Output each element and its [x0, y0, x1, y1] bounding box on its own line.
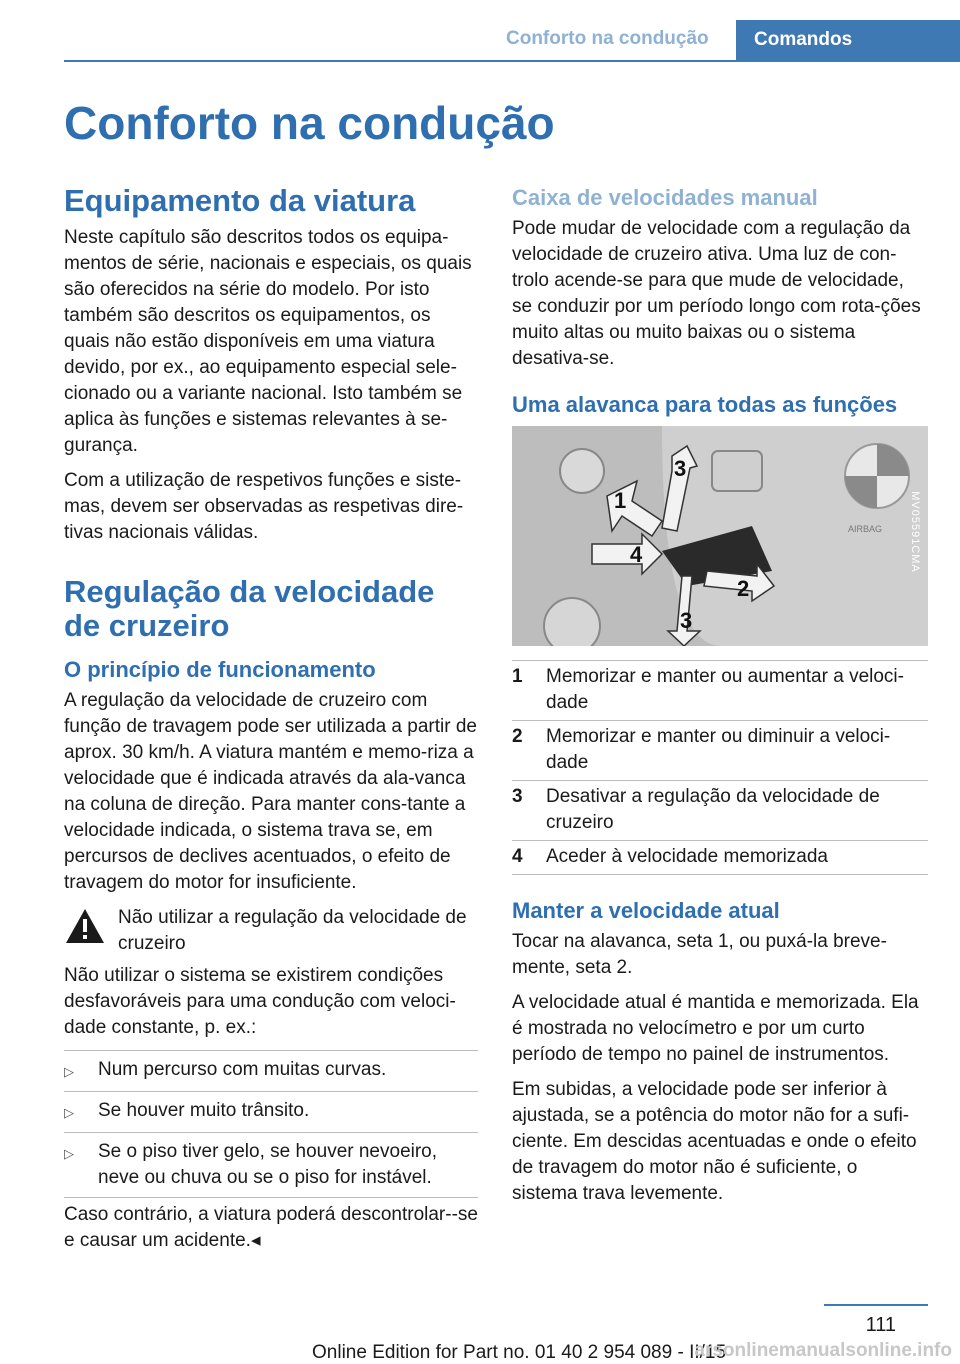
list-item: ▷ Se o piso tiver gelo, se houver nevoeiro, neve ou chuva ou se o piso for instável.: [64, 1133, 478, 1198]
paragraph-manual-gearbox: Pode mudar de velocidade com a regulação da velocidade de cruzeiro ativa. Uma luz de con-trolo acende-se para que mude de velocidade, se conduzir por um período longo com rota-ções muito altas ou muito baixas ou o sistema desativa-se.: [512, 217, 921, 369]
figure-code: MV05591CMA: [909, 491, 922, 573]
page-footer: [0, 1298, 960, 1362]
lever-illustration: [512, 426, 928, 646]
paragraph-speed-kept: A velocidade atual é mantida e memorizada. Ela é mostrada no velocímetro e por um curto período de tempo no painel de instrumentos.: [512, 991, 919, 1065]
steering-lever-drawing: [512, 426, 928, 646]
list-item: 1 Memorizar e manter ou aumentar a veloci-dade: [512, 660, 928, 721]
svg-text:2: 2: [737, 576, 750, 601]
svg-text:AIRBAG: AIRBAG: [848, 524, 883, 534]
svg-text:1: 1: [614, 488, 627, 513]
paragraph-touch-lever: Tocar na alavanca, seta 1, ou puxá-la breve-mente, seta 2.: [512, 930, 887, 978]
edition-text: Online Edition for Part no. 01 40 2 954 089 - II/15: [312, 1342, 727, 1363]
paragraph-principle: A regulação da velocidade de cruzeiro com função de travagem pode ser utilizada a partir de aprox. 30 km/h. A viatura mantém e memo-riza a velocidade que é indicada através da ala-vanca na coluna de direção. Para manter cons-tante a velocidade indicada, o sistema trava se, em percursos de declives acentuados, o efeito de travagem do motor for insuficiente.: [64, 689, 477, 893]
list-item: 3 Desativar a regulação da velocidade de cruzeiro: [512, 781, 928, 841]
header-section-title: Conforto na condução: [506, 28, 709, 49]
heading-manual-gearbox: Caixa de velocidades manual: [512, 185, 818, 210]
page-header: [64, 0, 960, 62]
paragraph-equipment: Neste capítulo são descritos todos os equipa-mentos de série, nacionais e especiais, os quais são oferecidos na série do modelo. Por isto também são descritos os equipamentos, os quais não estão disponíveis em uma viatura devido, por ex., ao equipamento especial sele-cionado ou a variante nacional. Isto também se aplica às funções e sistemas relevantes à se-gurança.: [64, 226, 472, 456]
warning-triangle-icon: [64, 905, 106, 957]
header-rule: [64, 60, 960, 62]
heading-equipment: Equipamento da viatura: [64, 183, 416, 218]
left-column: [64, 184, 478, 1263]
paragraph-directives: Com a utilização de respetivos funções e siste-mas, devem ser observadas as respetivas dire-tivas nacionais válidas.: [64, 469, 464, 543]
svg-text:3: 3: [680, 608, 693, 633]
list-item: 4 Aceder à velocidade memorizada: [512, 841, 928, 875]
page-title: Conforto na condução: [64, 97, 555, 149]
triangle-bullet-icon: ▷: [64, 1145, 74, 1161]
right-column: [512, 184, 928, 1216]
list-item: ▷ Num percurso com muitas curvas.: [64, 1050, 478, 1092]
warning-block: [64, 905, 478, 957]
list-item: ▷ Se houver muito trânsito.: [64, 1092, 478, 1133]
paragraph-slopes: Em subidas, a velocidade pode ser inferior à ajustada, se a potência do motor não for a sufi-ciente. Em descidas acentuadas e onde o efeito de travagem do motor não é suficiente, o sistema trava levemente.: [512, 1078, 917, 1204]
paragraph-conditions: Não utilizar o sistema se existirem condições desfavoráveis para uma condução com veloci-dade constante, p. ex.:: [64, 964, 456, 1038]
page-number: 111: [865, 1314, 896, 1336]
paragraph-accident: Caso contrário, a viatura poderá descontrolar--se e causar um acidente.◂: [64, 1203, 478, 1251]
svg-text:4: 4: [630, 542, 643, 567]
header-chapter-tab: Comandos: [736, 20, 960, 60]
svg-text:3: 3: [674, 456, 687, 481]
footer-rule: [824, 1304, 928, 1306]
heading-lever: Uma alavanca para todas as funções: [512, 391, 898, 417]
triangle-bullet-icon: ▷: [64, 1104, 74, 1120]
list-item: 2 Memorizar e manter ou diminuir a veloci-dade: [512, 721, 928, 781]
warning-text: Não utilizar a regulação da velocidade de cruzeiro: [118, 906, 467, 954]
watermark: arsonlinemanualsonline.info: [694, 1340, 952, 1361]
heading-keep-speed: Manter a velocidade atual: [512, 898, 780, 923]
lever-functions-list: [512, 660, 928, 875]
conditions-list: [64, 1050, 478, 1198]
triangle-bullet-icon: ▷: [64, 1063, 74, 1079]
heading-principle: O princípio de funcionamento: [64, 657, 376, 683]
heading-cruise-control: Regulação da velocidade de cruzeiro: [64, 573, 435, 644]
